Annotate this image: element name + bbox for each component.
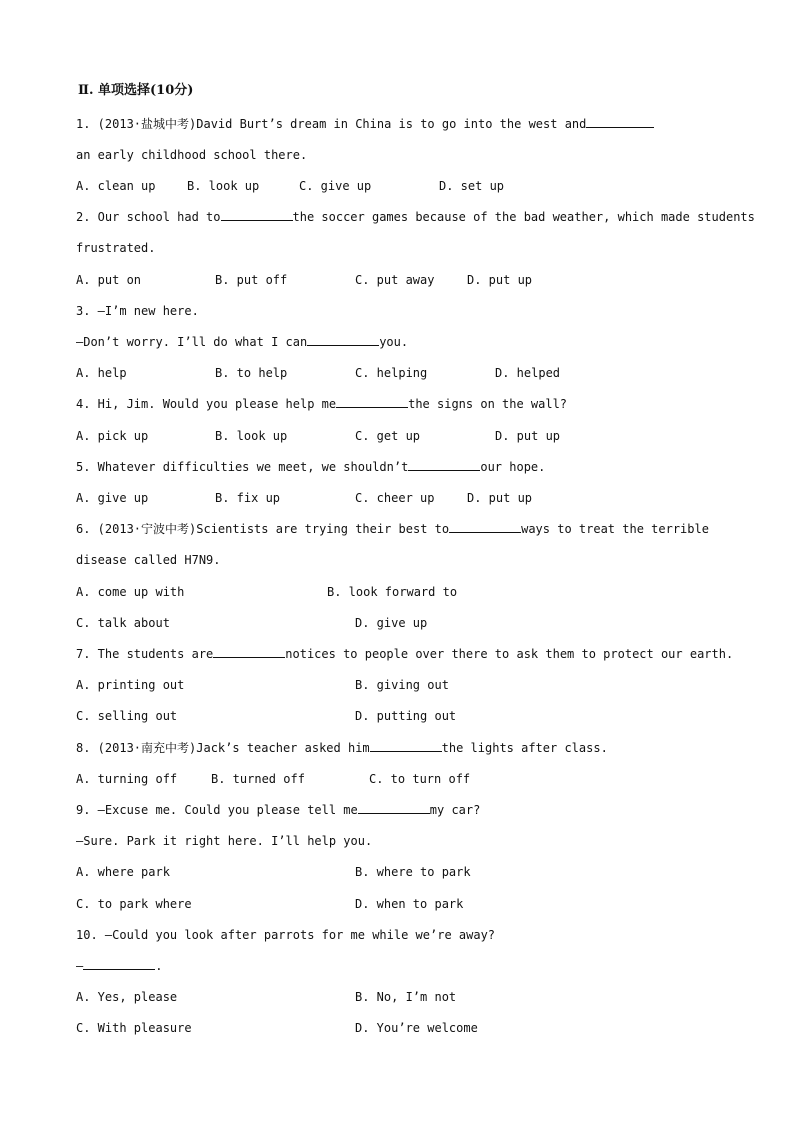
question-8-text-end: the lights after class.	[441, 741, 608, 755]
answer-blank-7	[213, 646, 285, 658]
option-9-d[interactable]: D. when to park	[355, 897, 464, 911]
question-3	[76, 334, 408, 350]
question-1	[76, 116, 654, 132]
option-5-b[interactable]: B. fix up	[215, 491, 281, 505]
option-5-c[interactable]: C. cheer up	[355, 491, 435, 505]
option-2-d[interactable]: D. put up	[467, 273, 533, 287]
question-5	[76, 459, 545, 475]
question-4	[76, 396, 567, 412]
option-7-b[interactable]: B. giving out	[355, 678, 449, 692]
question-9-reply: —Sure. Park it right here. I’ll help you.	[76, 834, 373, 848]
option-6-a[interactable]: A. come up with	[76, 585, 185, 599]
question-2-text-end: the soccer games because of the bad weather, which made students	[292, 210, 755, 224]
option-6-b[interactable]: B. look forward to	[327, 585, 458, 599]
section-heading: Ⅱ. 单项选择(10分)	[78, 83, 194, 98]
answer-blank-9	[358, 802, 430, 814]
answer-blank-6	[449, 521, 521, 533]
option-1-d[interactable]: D. set up	[439, 179, 505, 193]
answer-blank-8	[370, 740, 442, 752]
option-4-a[interactable]: A. pick up	[76, 429, 149, 443]
option-10-b[interactable]: B. No, I’m not	[355, 990, 457, 1004]
option-10-c[interactable]: C. With pleasure	[76, 1021, 192, 1035]
question-10	[76, 958, 162, 974]
question-2-continuation: frustrated.	[76, 241, 156, 255]
answer-blank-1	[586, 116, 654, 128]
answer-blank-3	[307, 334, 379, 346]
question-9-text-end: my car?	[429, 803, 481, 817]
option-10-a[interactable]: A. Yes, please	[76, 990, 178, 1004]
option-6-c[interactable]: C. talk about	[76, 616, 170, 630]
question-2	[76, 209, 755, 225]
question-2-text-start: 2. Our school had to	[76, 210, 221, 224]
option-6-d[interactable]: D. give up	[355, 616, 428, 630]
question-10-dash: —	[76, 959, 84, 973]
question-10-period: .	[155, 959, 163, 973]
option-2-a[interactable]: A. put on	[76, 273, 142, 287]
answer-blank-4	[336, 396, 408, 408]
option-10-d[interactable]: D. You’re welcome	[355, 1021, 478, 1035]
question-4-text-start: 4. Hi, Jim. Would you please help me	[76, 397, 337, 411]
answer-blank-5	[408, 459, 480, 471]
option-3-d[interactable]: D. helped	[495, 366, 561, 380]
option-8-b[interactable]: B. turned off	[211, 772, 305, 786]
question-3-text-end: you.	[379, 335, 409, 349]
option-7-d[interactable]: D. putting out	[355, 709, 457, 723]
question-8	[76, 740, 608, 756]
question-1-text: 1. (2013·盐城中考)David Burt’s dream in China is to go into the west and	[76, 117, 587, 131]
answer-blank-2	[221, 209, 293, 221]
question-8-text-start: 8. (2013·南充中考)Jack’s teacher asked him	[76, 741, 370, 755]
question-6	[76, 521, 709, 537]
option-1-a[interactable]: A. clean up	[76, 179, 156, 193]
option-9-b[interactable]: B. where to park	[355, 865, 471, 879]
question-9	[76, 802, 480, 818]
question-9-text-start: 9. —Excuse me. Could you please tell me	[76, 803, 358, 817]
option-3-b[interactable]: B. to help	[215, 366, 288, 380]
question-7	[76, 646, 733, 662]
option-7-c[interactable]: C. selling out	[76, 709, 178, 723]
option-2-b[interactable]: B. put off	[215, 273, 288, 287]
question-1-continuation: an early childhood school there.	[76, 148, 308, 162]
question-6-text-end: ways to treat the terrible	[521, 522, 709, 536]
option-7-a[interactable]: A. printing out	[76, 678, 185, 692]
option-8-a[interactable]: A. turning off	[76, 772, 178, 786]
question-6-continuation: disease called H7N9.	[76, 553, 221, 567]
question-3-text-start: —Don’t worry. I’ll do what I can	[76, 335, 308, 349]
question-7-text-end: notices to people over there to ask them to protect our earth.	[285, 647, 734, 661]
option-1-c[interactable]: C. give up	[299, 179, 372, 193]
question-5-text-end: our hope.	[480, 460, 546, 474]
option-4-d[interactable]: D. put up	[495, 429, 561, 443]
option-5-a[interactable]: A. give up	[76, 491, 149, 505]
option-9-c[interactable]: C. to park where	[76, 897, 192, 911]
option-3-a[interactable]: A. help	[76, 366, 127, 380]
option-3-c[interactable]: C. helping	[355, 366, 428, 380]
option-5-d[interactable]: D. put up	[467, 491, 533, 505]
question-3-prompt: 3. —I’m new here.	[76, 304, 199, 318]
question-5-text-start: 5. Whatever difficulties we meet, we shouldn’t	[76, 460, 409, 474]
option-9-a[interactable]: A. where park	[76, 865, 170, 879]
answer-blank-10	[83, 958, 155, 970]
option-4-c[interactable]: C. get up	[355, 429, 421, 443]
question-4-text-end: the signs on the wall?	[408, 397, 568, 411]
option-1-b[interactable]: B. look up	[187, 179, 260, 193]
option-2-c[interactable]: C. put away	[355, 273, 435, 287]
option-8-c[interactable]: C. to turn off	[369, 772, 471, 786]
question-7-text-start: 7. The students are	[76, 647, 214, 661]
question-10-prompt: 10. —Could you look after parrots for me while we’re away?	[76, 928, 496, 942]
question-6-text-start: 6. (2013·宁波中考)Scientists are trying their best to	[76, 522, 450, 536]
option-4-b[interactable]: B. look up	[215, 429, 288, 443]
